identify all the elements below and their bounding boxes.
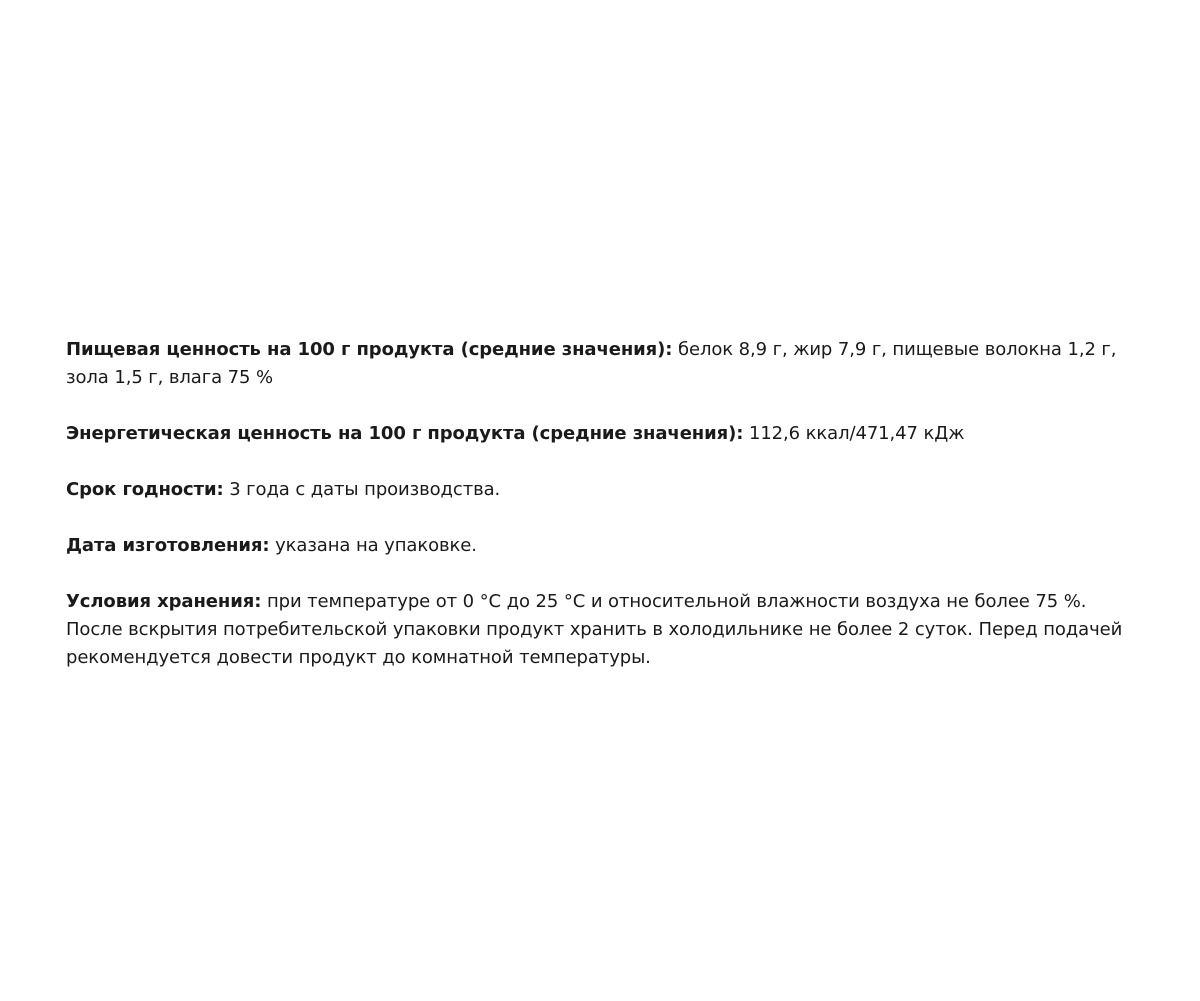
manufacture-date-label: Дата изготовления: [66, 535, 270, 556]
energy-value-label: Энергетическая ценность на 100 г продукта (средние значения): [66, 423, 744, 444]
shelf-life-text: 3 года с даты производства. [223, 479, 501, 500]
shelf-life-label: Срок годности: [66, 479, 224, 500]
nutrition-value-paragraph [66, 336, 1126, 392]
nutrition-value-label: Пищевая ценность на 100 г продукта (средние значения): [66, 339, 673, 360]
product-info-document [66, 336, 1126, 700]
nutrition-value-text: белок 8,9 г, жир 7,9 г, пищевые волокна 1,2 г, зола 1,5 г, влага 75 % [66, 339, 1117, 388]
manufacture-date-text: указана на упаковке. [269, 535, 477, 556]
storage-conditions-label: Условия хранения: [66, 591, 262, 612]
storage-conditions-paragraph [66, 588, 1126, 672]
storage-conditions-text: при температуре от 0 °С до 25 °С и относительной влажности воздуха не более 75 %. После вскрытия потребительской упаковки продукт хранить в холодильнике не более 2 суток. Перед подачей рекомендуется довести продукт до комнатной температуры. [66, 591, 1123, 668]
energy-value-paragraph [66, 420, 1126, 448]
energy-value-text: 112,6 ккал/471,47 кДж [743, 423, 965, 444]
shelf-life-paragraph [66, 476, 1126, 504]
manufacture-date-paragraph [66, 532, 1126, 560]
